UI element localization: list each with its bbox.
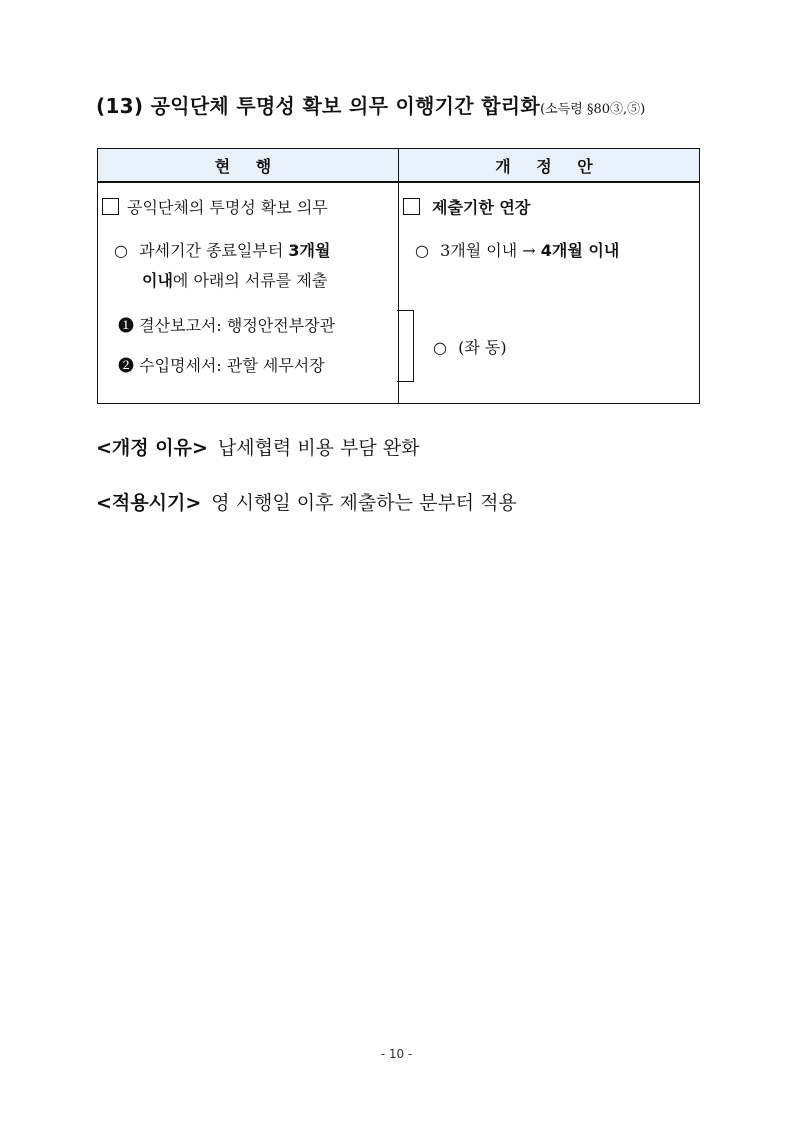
timing-label: <적용시기>	[96, 492, 202, 514]
current-sub-bold: 3개월	[288, 241, 331, 260]
revised-sub-text: 3개월 이내 →	[440, 241, 541, 260]
timing-line	[96, 488, 517, 515]
reason-line	[96, 433, 420, 460]
current-item-label: 공익단체의 투명성 확보 의무	[127, 198, 328, 217]
doc-item-2-text: 수입명세서: 관할 세무서장	[139, 356, 325, 375]
revised-sub-line	[415, 238, 619, 261]
revised-cell	[399, 182, 700, 404]
bullet-circle-icon: ○	[433, 338, 447, 357]
current-item	[102, 195, 328, 218]
timing-text: 영 시행일 이후 제출하는 분부터 적용	[211, 492, 517, 514]
section-title-text: (13) 공익단체 투명성 확보 의무 이행기간 합리화	[96, 94, 541, 118]
number-2-icon: ❷	[118, 356, 135, 375]
doc-item-1	[118, 313, 335, 336]
doc-item-2	[118, 353, 325, 376]
page-number: - 10 -	[380, 1047, 413, 1061]
bullet-circle-icon: ○	[415, 241, 429, 260]
reason-label: <개정 이유>	[96, 437, 208, 459]
law-reference: (소득령 §80③,⑤)	[540, 102, 646, 117]
current-sub-line1	[114, 238, 330, 261]
comparison-table	[97, 148, 700, 404]
doc-item-1-text: 결산보고서: 행정안전부장관	[139, 316, 336, 335]
header-revised: 개 정 안	[399, 149, 700, 183]
revised-same-text: (좌 동)	[458, 338, 507, 357]
current-sub-text: 과세기간 종료일부터	[139, 241, 289, 260]
checkbox-square-icon	[102, 198, 119, 215]
current-sub-bold2: 이내	[142, 271, 173, 290]
checkbox-square-icon	[403, 198, 420, 215]
bullet-circle-icon: ○	[114, 241, 128, 260]
current-sub-line2	[142, 268, 327, 291]
current-cell	[98, 182, 399, 404]
revised-sub-bold: 4개월 이내	[540, 241, 620, 260]
section-title	[96, 90, 645, 119]
revised-item-label: 제출기한 연장	[432, 198, 531, 217]
revised-same-line	[433, 335, 507, 358]
header-current: 현 행	[98, 149, 399, 183]
number-1-icon: ❶	[118, 316, 135, 335]
reason-text: 납세협력 비용 부담 완화	[217, 437, 420, 459]
revised-item	[403, 195, 530, 218]
current-sub-suffix: 에 아래의 서류를 제출	[172, 271, 328, 290]
